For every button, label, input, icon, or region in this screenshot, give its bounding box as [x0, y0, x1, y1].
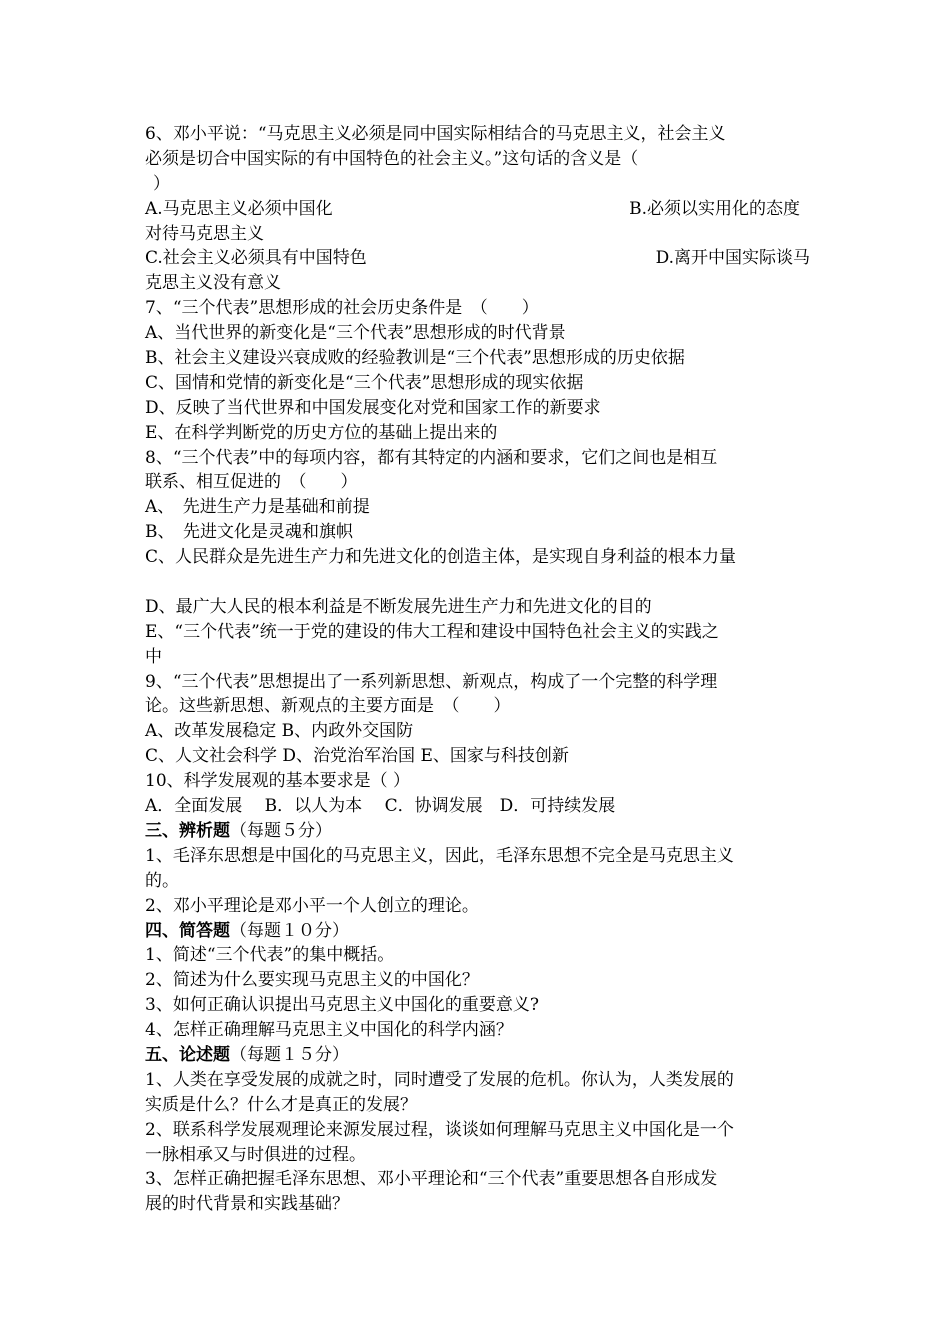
q8-option-e-cont: 中	[145, 646, 162, 667]
q6-stem-line-2: 必须是切合中国实际的有中国特色的社会主义。”这句话的含义是（	[145, 148, 639, 169]
sec3-item-1-cont: 的。	[145, 870, 179, 891]
document-page	[145, 122, 810, 1217]
sec4-item-2: 2、简述为什么要实现马克思主义的中国化？	[145, 970, 479, 991]
q8-stem-line-1: 8、“三个代表”中的每项内容，都有其特定的内涵和要求，它们之间也是相互	[145, 447, 718, 468]
q9-options-row-1: A、改革发展稳定 B、内政外交国防	[145, 721, 414, 742]
q6-option-d: D.离开中国实际谈马	[655, 248, 810, 269]
q7-option-a: A、当代世界的新变化是“三个代表”思想形成的时代背景	[145, 323, 566, 344]
section-4-heading	[145, 919, 810, 944]
sec5-item-3-cont: 展的时代背景和实践基础？	[145, 1194, 349, 1215]
q6-option-c: C.社会主义必须具有中国特色	[145, 248, 367, 269]
sec5-item-2-cont: 一脉相承又与时俱进的过程。	[145, 1144, 366, 1165]
q6-stem-line-1: 6、邓小平说：“马克思主义必须是同中国实际相结合的马克思主义，社会主义	[145, 124, 726, 144]
q7-option-b: B、社会主义建设兴衰成败的经验教训是“三个代表”思想形成的历史依据	[145, 348, 685, 369]
q6-option-b-cont: 对待马克思主义	[145, 223, 264, 244]
q7-option-d: D、反映了当代世界和中国发展变化对党和国家工作的新要求	[145, 397, 601, 418]
sec4-item-1: 1、简述“三个代表”的集中概括。	[145, 945, 395, 966]
section-3-title: 三、辨析题	[145, 820, 230, 841]
q6-stem-line-3: ）	[153, 173, 170, 194]
sec5-item-1-cont: 实质是什么？什么才是真正的发展？	[145, 1094, 417, 1115]
q6-options-row-2	[145, 246, 810, 271]
q10-options: A．全面发展 B．以人为本 C．协调发展 D．可持续发展	[145, 796, 616, 817]
section-4-title: 四、简答题	[145, 920, 230, 941]
q6-option-a: A.马克思主义必须中国化	[145, 198, 333, 219]
section-5-note: （每题１５分）	[230, 1044, 349, 1065]
q7-option-e: E、在科学判断党的历史方位的基础上提出来的	[145, 422, 498, 443]
q9-options-row-2: C、人文社会科学 D、治党治军治国 E、国家与科技创新	[145, 746, 569, 767]
q7-stem: 7、“三个代表”思想形成的社会历史条件是 （ ）	[145, 298, 539, 319]
q6-option-b: B.必须以实用化的态度	[629, 198, 800, 219]
q6-option-d-cont: 克思主义没有意义	[145, 273, 281, 294]
q8-stem-line-2: 联系、相互促进的 （ ）	[145, 472, 358, 493]
sec4-item-4: 4、怎样正确理解马克思主义中国化的科学内涵？	[145, 1020, 513, 1041]
sec5-item-2: 2、联系科学发展观理论来源发展过程，谈谈如何理解马克思主义中国化是一个	[145, 1119, 734, 1140]
sec5-item-3: 3、怎样正确把握毛泽东思想、邓小平理论和“三个代表”重要思想各自形成发	[145, 1169, 718, 1190]
q9-stem-line-1: 9、“三个代表”思想提出了一系列新思想、新观点，构成了一个完整的科学理	[145, 671, 718, 692]
q8-option-e: E、“三个代表”统一于党的建设的伟大工程和建设中国特色社会主义的实践之	[145, 621, 719, 642]
section-5-title: 五、论述题	[145, 1044, 230, 1065]
section-4-note: （每题１０分）	[230, 920, 349, 941]
q8-option-b: B、 先进文化是灵魂和旗帜	[145, 522, 353, 543]
q8-option-a: A、 先进生产力是基础和前提	[145, 497, 370, 518]
section-3-note: （每题５分）	[230, 820, 332, 841]
q9-stem-line-2: 论。这些新思想、新观点的主要方面是 （ ）	[145, 696, 511, 717]
blank-line	[145, 570, 810, 595]
sec3-item-2: 2、邓小平理论是邓小平一个人创立的理论。	[145, 895, 479, 916]
q7-option-c: C、国情和党情的新变化是“三个代表”思想形成的现实依据	[145, 372, 584, 393]
section-5-heading	[145, 1043, 810, 1068]
sec4-item-3: 3、如何正确认识提出马克思主义中国化的重要意义?	[145, 995, 539, 1016]
sec3-item-1: 1、毛泽东思想是中国化的马克思主义，因此，毛泽东思想不完全是马克思主义	[145, 845, 734, 866]
q10-stem: 10、科学发展观的基本要求是（ ）	[145, 771, 411, 792]
sec5-item-1: 1、人类在享受发展的成就之时，同时遭受了发展的危机。你认为，人类发展的	[145, 1069, 734, 1090]
q6-options-row-1	[145, 197, 810, 222]
q8-option-d: D、最广大人民的根本利益是不断发展先进生产力和先进文化的目的	[145, 596, 652, 617]
q8-option-c: C、人民群众是先进生产力和先进文化的创造主体，是实现自身利益的根本力量	[145, 547, 737, 568]
section-3-heading	[145, 819, 810, 844]
